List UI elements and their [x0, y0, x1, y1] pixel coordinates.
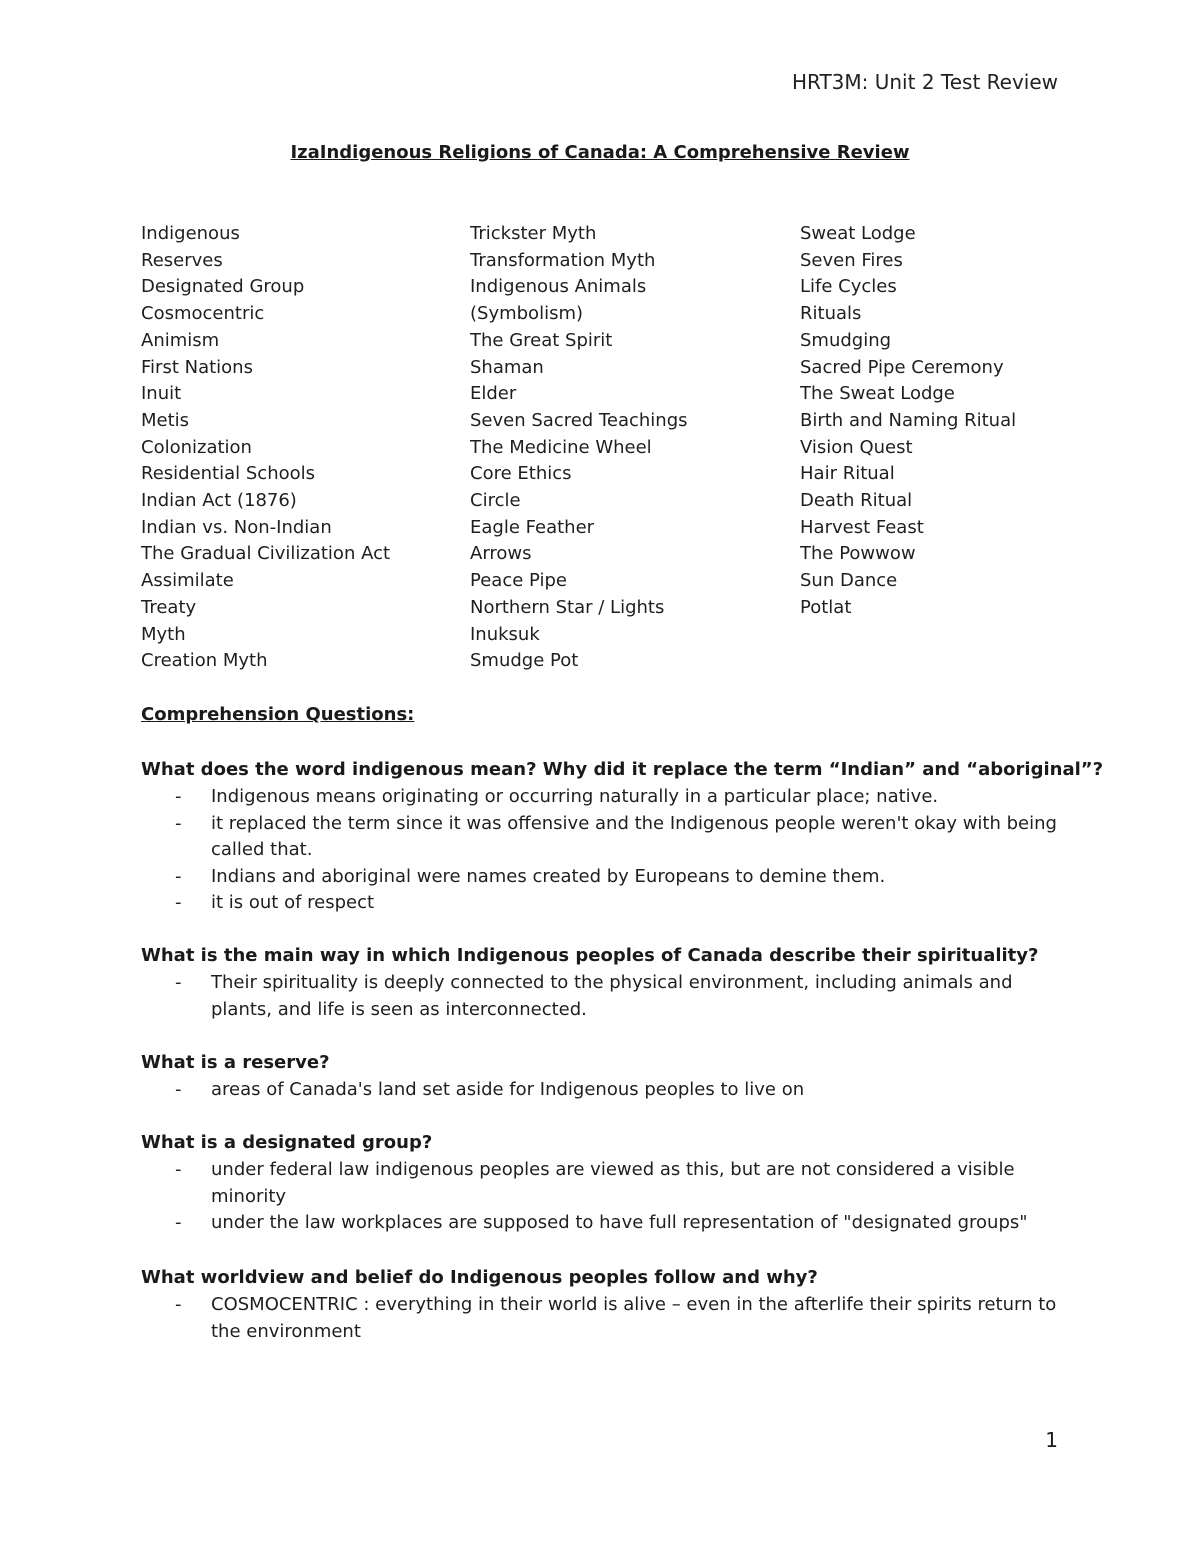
term: The Great Spirit — [470, 329, 613, 351]
term: Vision Quest — [800, 436, 913, 458]
dash-bullet: - — [175, 1079, 182, 1100]
answer-item: - it is out of respect — [141, 890, 1061, 917]
term: The Gradual Civilization Act — [141, 543, 391, 565]
term: Designated Group — [141, 276, 305, 298]
term: Core Ethics — [470, 463, 572, 485]
answers-5 — [141, 1292, 1061, 1345]
answer-item: - it replaced the term since it was offensive and the Indigenous people weren't okay with being called that. — [175, 812, 1057, 861]
answer-item: - COSMOCENTRIC : everything in their world is alive – even in the afterlife their spirits return to the environment — [175, 1294, 1057, 1342]
term: Indigenous Animals — [470, 276, 647, 298]
answer-item: - under the law workplaces are supposed to have full representation of "designated groups" — [141, 1210, 1061, 1237]
terms-column-2 — [470, 221, 688, 675]
term: Northern Star / Lights — [470, 596, 665, 618]
term: Treaty — [141, 596, 197, 618]
term: Death Ritual — [800, 490, 913, 512]
term: Seven Sacred Teachings — [470, 409, 688, 431]
term: Colonization — [141, 436, 252, 458]
dash-bullet: - — [175, 1159, 182, 1180]
dash-bullet: - — [175, 1212, 182, 1234]
term: First Nations — [141, 356, 253, 378]
term: The Powwow — [800, 543, 916, 565]
answer-item: - Indigenous means originating or occurring naturally in a particular place; native. — [141, 784, 1061, 811]
question-4: What is a designated group? — [141, 1132, 433, 1153]
term: Potlat — [800, 596, 852, 618]
term: Reserves — [141, 249, 223, 271]
answers-3 — [141, 1077, 1061, 1104]
comprehension-heading: Comprehension Questions: — [141, 704, 415, 725]
document-title: IzaIndigenous Religions of Canada: A Comprehensive Review — [290, 142, 910, 163]
term: Birth and Naming Ritual — [800, 409, 1017, 431]
term: Transformation Myth — [470, 249, 656, 271]
term: (Symbolism) — [470, 303, 584, 325]
term: Trickster Myth — [470, 223, 597, 244]
term: Seven Fires — [800, 249, 903, 271]
term: Myth — [141, 623, 186, 645]
term: Indigenous — [141, 223, 240, 244]
question-2: What is the main way in which Indigenous peoples of Canada describe their spirituality? — [141, 945, 1039, 966]
term: Elder — [470, 383, 517, 405]
term: Peace Pipe — [470, 570, 567, 592]
answer-item: - under federal law indigenous peoples are viewed as this, but are not considered a visible minority — [175, 1159, 1015, 1207]
term: Indian Act (1876) — [141, 490, 297, 512]
term: Cosmocentric — [141, 303, 265, 325]
dash-bullet: - — [175, 892, 182, 914]
term: Harvest Feast — [800, 516, 924, 538]
term: Arrows — [470, 543, 532, 565]
term: Animism — [141, 329, 220, 351]
term: Indian vs. Non-Indian — [141, 516, 332, 538]
answers-1 — [141, 784, 1061, 917]
term: Creation Myth — [141, 650, 268, 672]
term: Metis — [141, 409, 190, 431]
terms-column-3 — [800, 221, 1016, 622]
term: Inuksuk — [470, 623, 540, 645]
question-1: What does the word indigenous mean? Why did it replace the term “Indian” and “aboriginal”? — [141, 759, 1104, 780]
term: Smudging — [800, 329, 892, 351]
dash-bullet: - — [175, 812, 182, 834]
term: Smudge Pot — [470, 650, 579, 672]
page-number: 1 — [1045, 1428, 1058, 1452]
term: Rituals — [800, 303, 862, 325]
term: Sweat Lodge — [800, 223, 916, 244]
question-5: What worldview and belief do Indigenous peoples follow and why? — [141, 1267, 818, 1288]
term: Life Cycles — [800, 276, 897, 298]
answer-item: - areas of Canada's land set aside for Indigenous peoples to live on — [141, 1077, 1061, 1104]
term: Assimilate — [141, 570, 234, 592]
term: Sun Dance — [800, 570, 898, 592]
answer-item: - Their spirituality is deeply connected to the physical environment, including animals and plants, and life is seen as interconnected. — [175, 972, 1013, 1020]
term: Eagle Feather — [470, 516, 595, 538]
terms-column-1 — [141, 221, 390, 675]
dash-bullet: - — [175, 1294, 182, 1315]
term: Sacred Pipe Ceremony — [800, 356, 1004, 378]
answers-2 — [141, 970, 1061, 1023]
term: Residential Schools — [141, 463, 316, 485]
answer-item: - Indians and aboriginal were names created by Europeans to demine them. — [141, 864, 1061, 891]
answers-4 — [141, 1157, 1061, 1237]
question-3: What is a reserve? — [141, 1052, 330, 1073]
dash-bullet: - — [175, 865, 182, 887]
term: The Medicine Wheel — [470, 436, 652, 458]
dash-bullet: - — [175, 786, 182, 807]
term: The Sweat Lodge — [800, 383, 955, 405]
term: Shaman — [470, 356, 544, 378]
term: Circle — [470, 490, 521, 512]
page-header: HRT3M: Unit 2 Test Review — [791, 70, 1058, 94]
term: Inuit — [141, 383, 182, 405]
dash-bullet: - — [175, 972, 182, 993]
term: Hair Ritual — [800, 463, 895, 485]
